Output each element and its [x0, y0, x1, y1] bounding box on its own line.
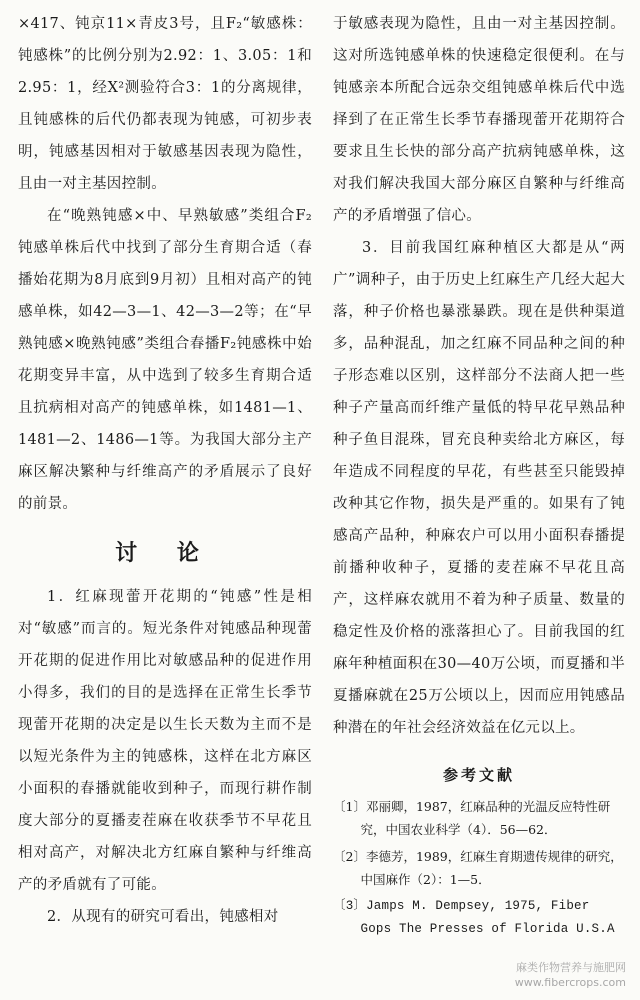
left-column — [18, 8, 312, 933]
discussion-paragraph-1: 1．红麻现蕾开花期的“钝感”性是相对“敏感”而言的。短光条件对钝感品种现蕾开花期的促进作用比对敏感品种的促进作用小得多，我们的目的是选择在正常生长季节现蕾开花期的决定是以生长天数为主而不是以短光条件为主的钝感株，这样在北方麻区小面积的春播就能收到种子，而现行耕作制度大部分的夏播麦茬麻在收获季节不早花且相对高产，对解决北方红麻自繁种与纤维高产的矛盾就有了可能。 — [18, 589, 312, 893]
references-title: 参考文献 — [442, 766, 515, 784]
reference-item: 〔1〕邓丽卿，1987，红麻品种的光温反应特性研究，中国农业科学（4）．56—62． — [333, 799, 611, 837]
reference-item: 〔2〕李德芳，1989，红麻生育期遗传规律的研究，中国麻作（2）：1—5． — [333, 849, 623, 887]
watermark-title: 麻类作物营养与施肥网 — [516, 961, 626, 974]
body-paragraph-2: 在“晚熟钝感×中、早熟敏感”类组合F₂钝感单株后代中找到了部分生育期合适（春播始花期为8月底到9月初）且相对高产的钝感单株，如42—3—1、42—3—2等；在“早熟钝感×晚熟钝感”类组合春播F₂钝感株中始花期变异丰富，从中选到了较多生育期合适且抗病相对高产的钝感单株，如1481—1、1481—2、1486—1等。为我国大部分主产麻区解决繁种与纤维高产的矛盾展示了良好的前景。 — [18, 208, 312, 512]
site-watermark — [515, 960, 626, 990]
watermark-url: www.fibercrops.com — [514, 976, 626, 989]
continued-paragraph: 于敏感表现为隐性，且由一对主基因控制。这对所选钝感单株的快速稳定很便利。在与钝感亲本所配合远杂交组钝感单株后代中选择到了在正常生长季节春播现蕾开花期符合要求且生长快的部分高产抗病钝感单株，这对我们解决我国大部分麻区自繁种与纤维高产的矛盾增强了信心。 — [333, 16, 625, 224]
reference-item: 〔3〕Jamps M. Dempsey, 1975, Fiber Gops The Presses of Florida U.S.A — [333, 899, 615, 936]
discussion-heading: 讨 论 — [115, 541, 215, 566]
discussion-paragraph-2: 2．从现有的研究可看出，钝感相对 — [47, 909, 279, 925]
discussion-paragraph-3: 3．目前我国红麻种植区大都是从“两广”调种子，由于历史上红麻生产几经大起大落，种子价格也暴涨暴跌。现在是供种渠道多，品种混乱，加之红麻不同品种之间的种子形态难以区别，这样部分不法商人把一些种子产量高而纤维产量低的特早花早熟品种种子鱼目混珠，冒充良种卖给北方麻区，每年造成不同程度的早花，有些甚至只能毁掉改种其它作物，损失是严重的。如果有了钝感高产品种，种麻农户可以用小面积春播提前播种收种子，夏播的麦茬麻不早花且高产，这样麻农就用不着为种子质量、数量的稳定性及价格的涨落担心了。目前我国的红麻年种植面积在30—40万公顷，而夏播和半夏播麻就在25万公顷以上，因而应用钝感品种潜在的年社会经济效益在亿元以上。 — [333, 240, 625, 736]
body-paragraph-1: ×417、钝京11×青皮3号，且F₂“敏感株：钝感株”的比例分别为2.92：1、3.05：1和2.95：1，经X²测验符合3：1的分离规律，且钝感株的后代仍都表现为钝感，可初步表明，钝感基因相对于敏感基因表现为隐性，且由一对主基因控制。 — [18, 16, 312, 192]
right-column — [333, 8, 625, 945]
